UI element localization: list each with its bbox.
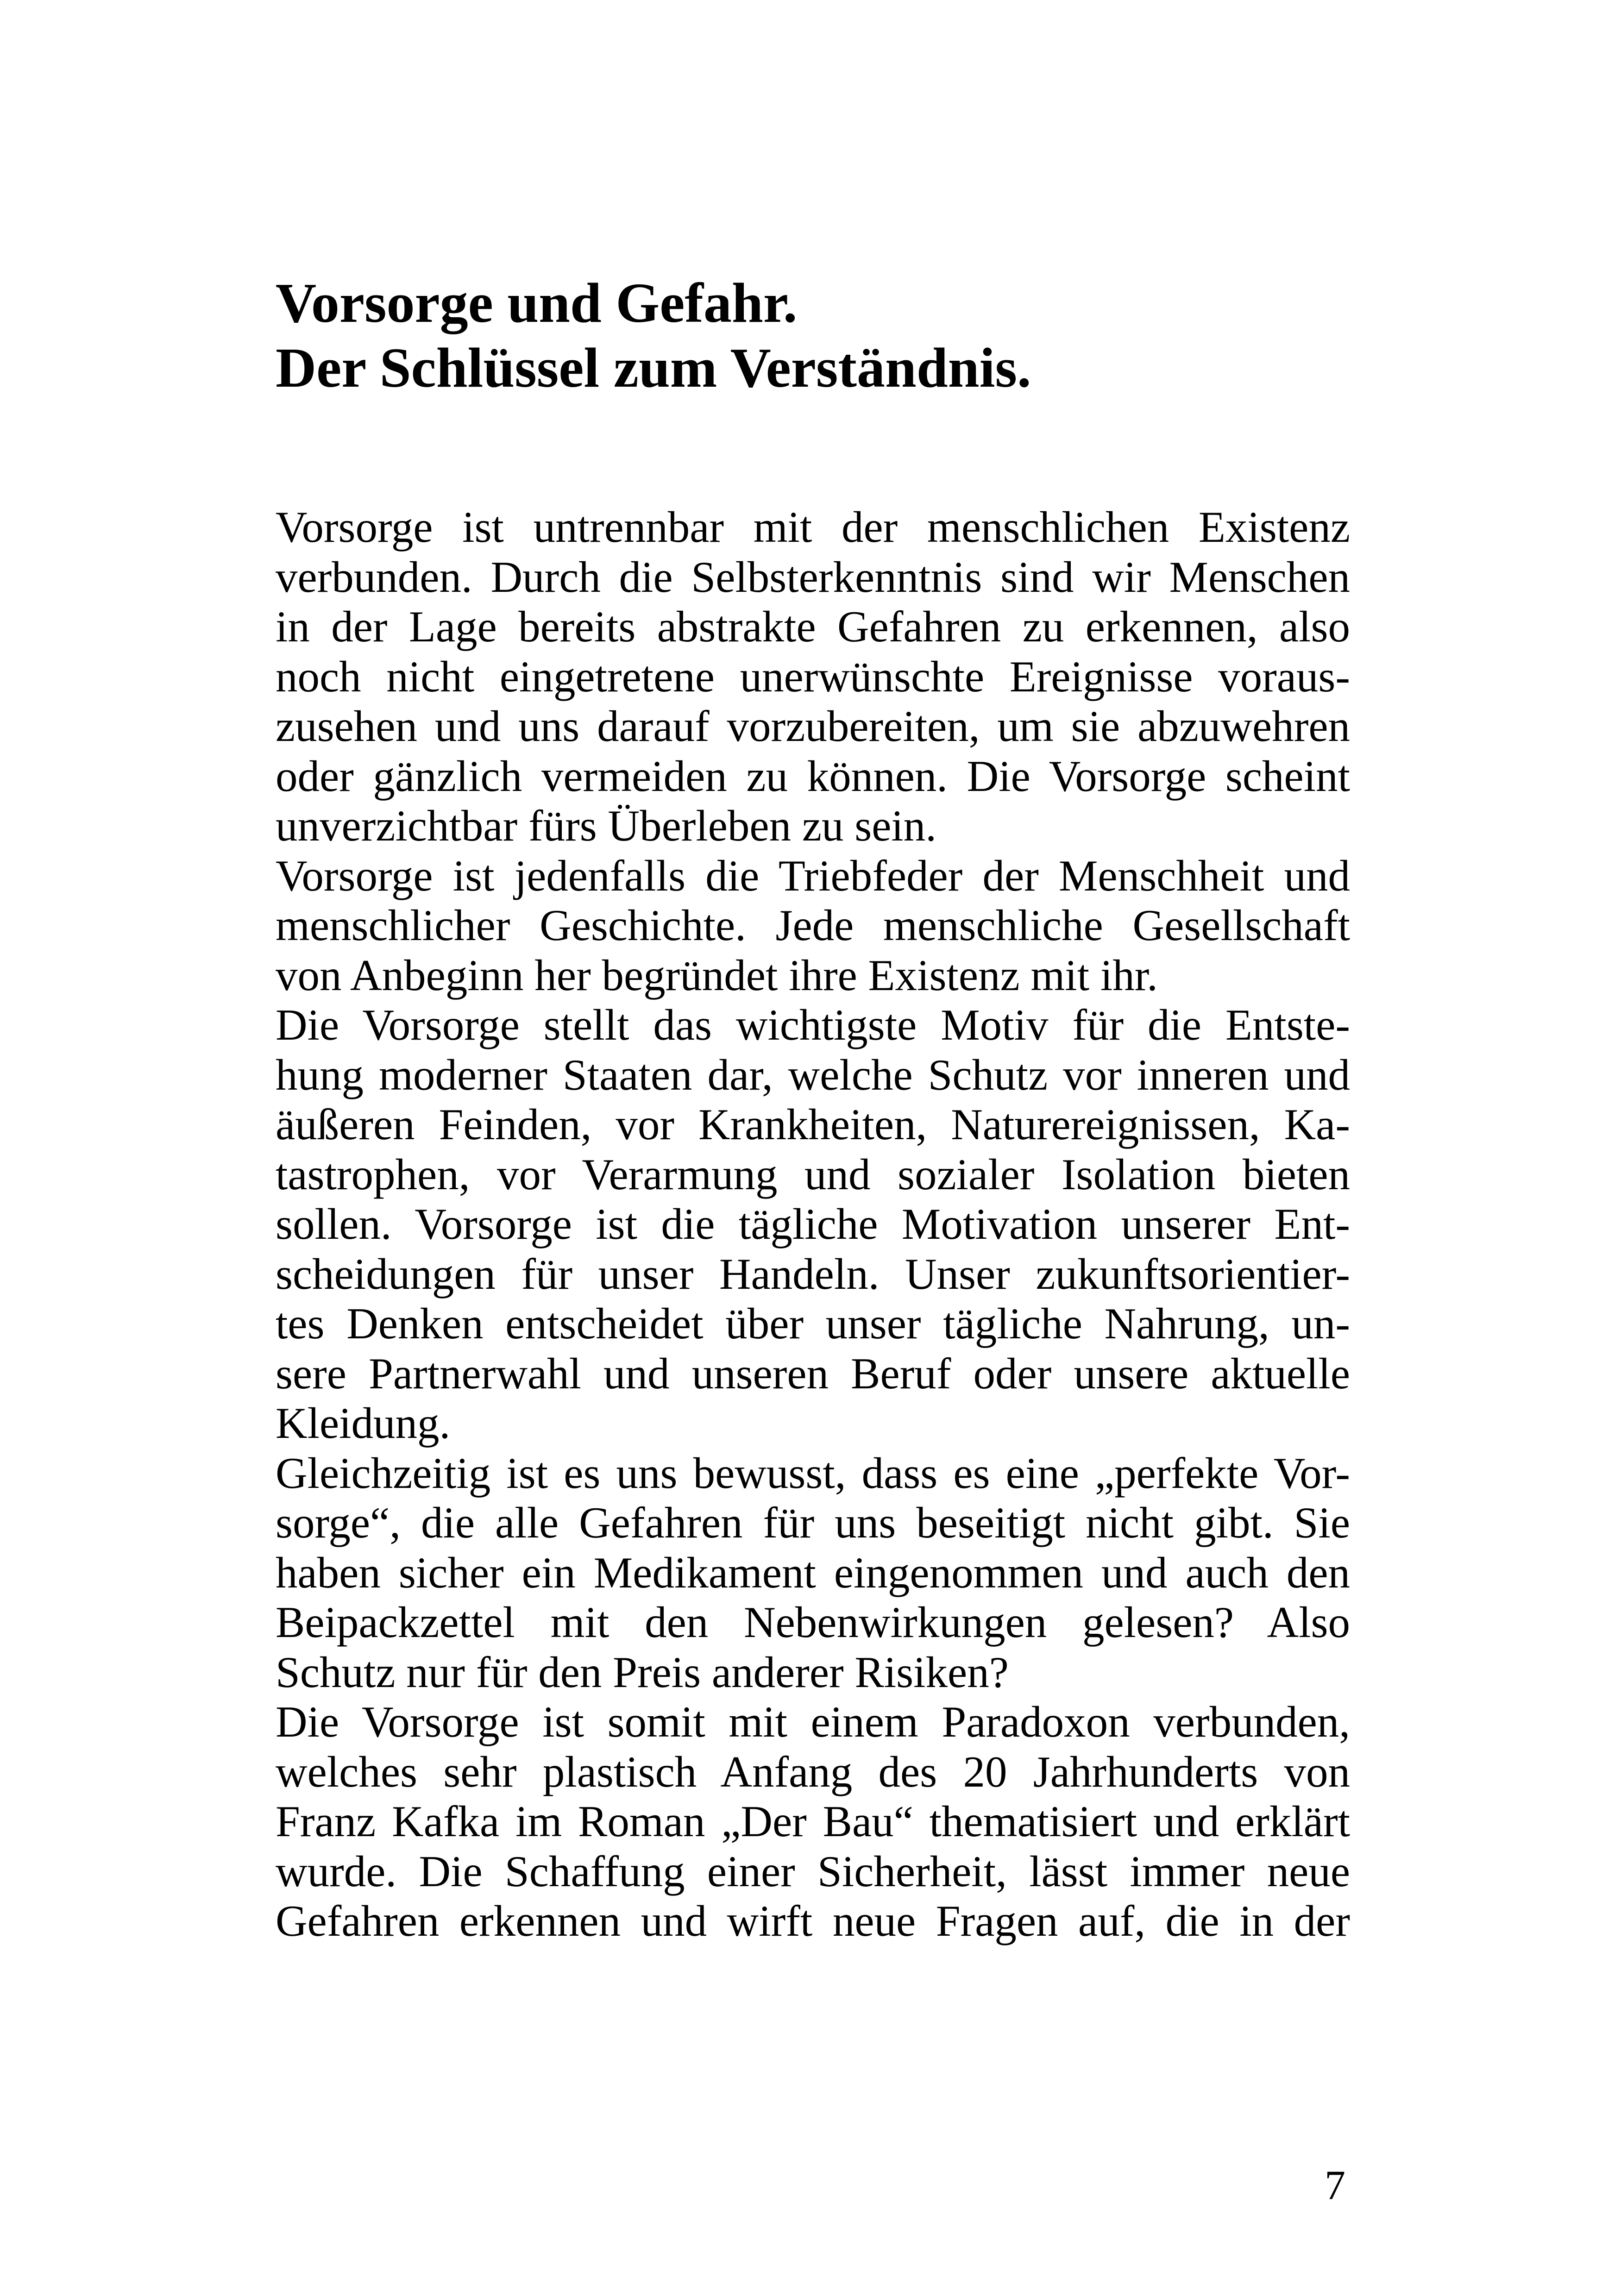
text-line: unverzichtbar fürs Überleben zu sein. (276, 801, 937, 850)
chapter-heading (276, 271, 1387, 401)
text-line: haben sicher ein Medikament eingenommen und auch den (276, 1548, 1350, 1597)
text-line: noch nicht eingetretene unerwünschte Ereignisse voraus- (276, 652, 1350, 701)
text-line: Franz Kafka im Roman „Der Bau“ thematisiert und erklärt (276, 1797, 1350, 1846)
text-line: welches sehr plastisch Anfang des 20 Jahrhunderts von (276, 1747, 1350, 1796)
text-line: Gefahren erkennen und wirft neue Fragen auf, die in der (276, 1896, 1350, 1945)
text-line: scheidungen für unser Handeln. Unser zukunftsorientier- (276, 1249, 1350, 1299)
text-line: Gleichzeitig ist es uns bewusst, dass es eine „perfekte Vor- (276, 1448, 1350, 1498)
text-line: sollen. Vorsorge ist die tägliche Motivation unserer Ent- (276, 1199, 1350, 1248)
text-line: sorge“, die alle Gefahren für uns beseitigt nicht gibt. Sie (276, 1498, 1350, 1547)
text-line: verbunden. Durch die Selbsterkenntnis sind wir Menschen (276, 552, 1350, 602)
page-number: 7 (1325, 2163, 1345, 2208)
text-line: sere Partnerwahl und unseren Beruf oder unsere aktuelle (276, 1349, 1350, 1398)
body-text (276, 502, 1350, 1946)
text-line: Kleidung. (276, 1399, 451, 1448)
chapter-title-line-1: Vorsorge und Gefahr. (276, 272, 798, 334)
text-line: hung moderner Staaten dar, welche Schutz vor inneren und (276, 1050, 1350, 1099)
text-line: Vorsorge ist jedenfalls die Triebfeder der Menschheit und (276, 851, 1350, 900)
text-line: tastrophen, vor Verarmung und sozialer Isolation bieten (276, 1149, 1350, 1199)
text-line: menschlicher Geschichte. Jede menschliche Gesellschaft (276, 901, 1350, 950)
text-line: von Anbeginn her begründet ihre Existenz mit ihr. (276, 950, 1158, 1000)
text-line: zusehen und uns darauf vorzubereiten, um sie abzuwehren (276, 702, 1350, 751)
text-line: wurde. Die Schaffung einer Sicherheit, lässt immer neue (276, 1846, 1350, 1896)
chapter-title-line-2: Der Schlüssel zum Verständnis. (276, 337, 1031, 399)
text-line: Die Vorsorge stellt das wichtigste Motiv für die Entste- (276, 1000, 1350, 1049)
text-line: äußeren Feinden, vor Krankheiten, Naturereignissen, Ka- (276, 1100, 1350, 1149)
text-line: in der Lage bereits abstrakte Gefahren zu erkennen, also (276, 602, 1350, 651)
text-line: Die Vorsorge ist somit mit einem Paradoxon verbunden, (276, 1697, 1350, 1746)
text-line: Vorsorge ist untrennbar mit der menschlichen Existenz (276, 502, 1350, 552)
text-line: oder gänzlich vermeiden zu können. Die Vorsorge scheint (276, 751, 1350, 801)
text-line: Beipackzettel mit den Nebenwirkungen gelesen? Also (276, 1598, 1350, 1647)
text-line: tes Denken entscheidet über unser tägliche Nahrung, un- (276, 1299, 1350, 1348)
text-line: Schutz nur für den Preis anderer Risiken? (276, 1647, 1009, 1697)
